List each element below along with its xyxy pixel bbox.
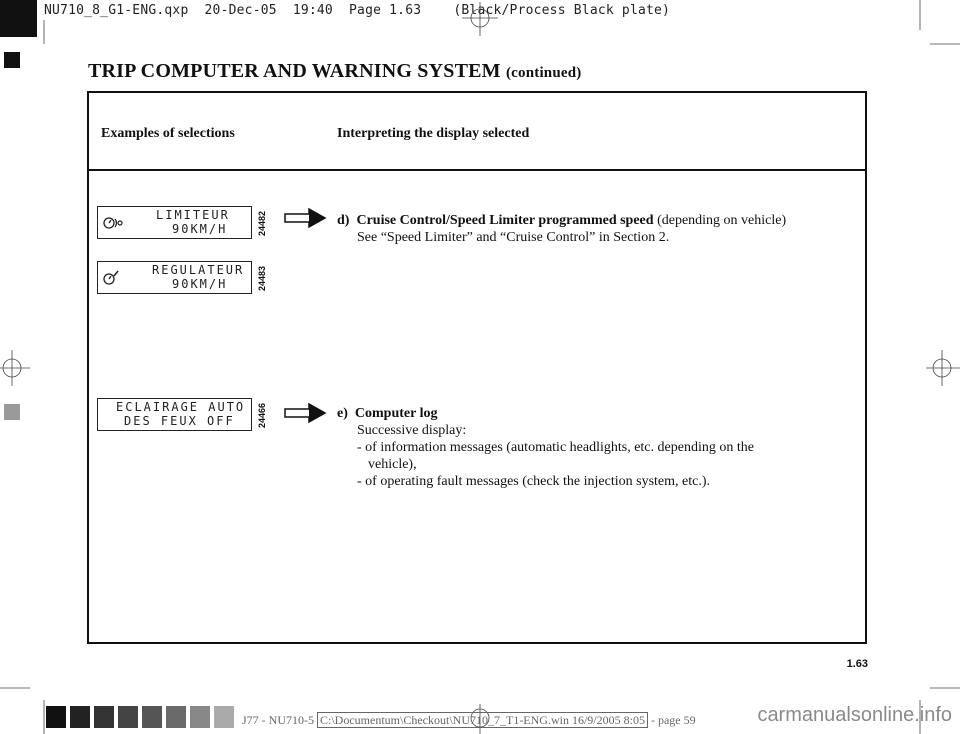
item-e-line-2: Successive display: — [357, 423, 467, 438]
footer-left: J77 - NU710-5 — [242, 713, 314, 727]
lcd-line-2: 90KM/H — [172, 222, 228, 236]
item-d-heading: Cruise Control/Speed Limiter programmed speed — [356, 213, 654, 228]
print-slug: NU710_8_G1-ENG.qxp 20-Dec-05 19:40 Page 1.63 (Black/Process Black plate) — [44, 3, 671, 18]
arrow-icon — [283, 207, 327, 229]
title-suffix: (continued) — [505, 65, 582, 81]
arrow-icon — [283, 402, 327, 424]
item-e-bullet-2: - of operating fault messages (check the injection system, etc.). — [357, 474, 710, 489]
footer — [242, 713, 696, 728]
lcd-line-2: 90KM/H — [172, 277, 228, 291]
color-bar — [46, 706, 242, 728]
column-header-examples: Examples of selections — [101, 126, 235, 141]
item-d — [337, 212, 862, 246]
lcd-line-1: REGULATEUR — [152, 263, 245, 277]
item-e-bullet-1-cont: vehicle), — [368, 457, 417, 472]
cruise-control-icon — [102, 270, 124, 286]
item-e — [337, 405, 862, 490]
item-e-bullet-1: - of information messages (automatic headlights, etc. depending on the — [357, 440, 754, 455]
page-title — [88, 60, 582, 83]
item-d-line-1 — [337, 212, 862, 229]
footer-path: C:\Documentum\Checkout\NU710_7_T1-ENG.win 16/9/2005 8:05 — [317, 712, 648, 728]
figure-ref: 24483 — [257, 265, 267, 291]
lcd-line-2: DES FEUX OFF — [124, 414, 235, 428]
item-e-heading: Computer log — [354, 406, 438, 421]
item-d-letter: d) — [337, 213, 350, 228]
item-d-note: (depending on vehicle) — [657, 213, 787, 228]
item-e-letter: e) — [337, 406, 348, 421]
lcd-line-1: LIMITEUR — [156, 208, 230, 222]
figure-ref: 24466 — [257, 402, 267, 428]
lcd-display-lighting — [97, 398, 252, 431]
header-divider — [89, 169, 865, 171]
lcd-display-cruise — [97, 261, 252, 294]
title-main: TRIP COMPUTER AND WARNING SYSTEM — [88, 60, 501, 82]
page-number: 1.63 — [846, 658, 868, 670]
column-header-interpretation: Interpreting the display selected — [337, 126, 530, 141]
watermark: carmanualsonline.info — [757, 704, 952, 726]
speed-limiter-icon — [102, 215, 124, 231]
content-frame — [87, 91, 867, 644]
lcd-display-limiter — [97, 206, 252, 239]
footer-right: - page 59 — [650, 713, 696, 727]
item-e-line-1 — [337, 405, 862, 422]
lcd-line-1: ECLAIRAGE AUTO — [116, 400, 246, 414]
figure-ref: 24482 — [257, 210, 267, 236]
item-d-line-2: See “Speed Limiter” and “Cruise Control” in Section 2. — [357, 230, 670, 245]
